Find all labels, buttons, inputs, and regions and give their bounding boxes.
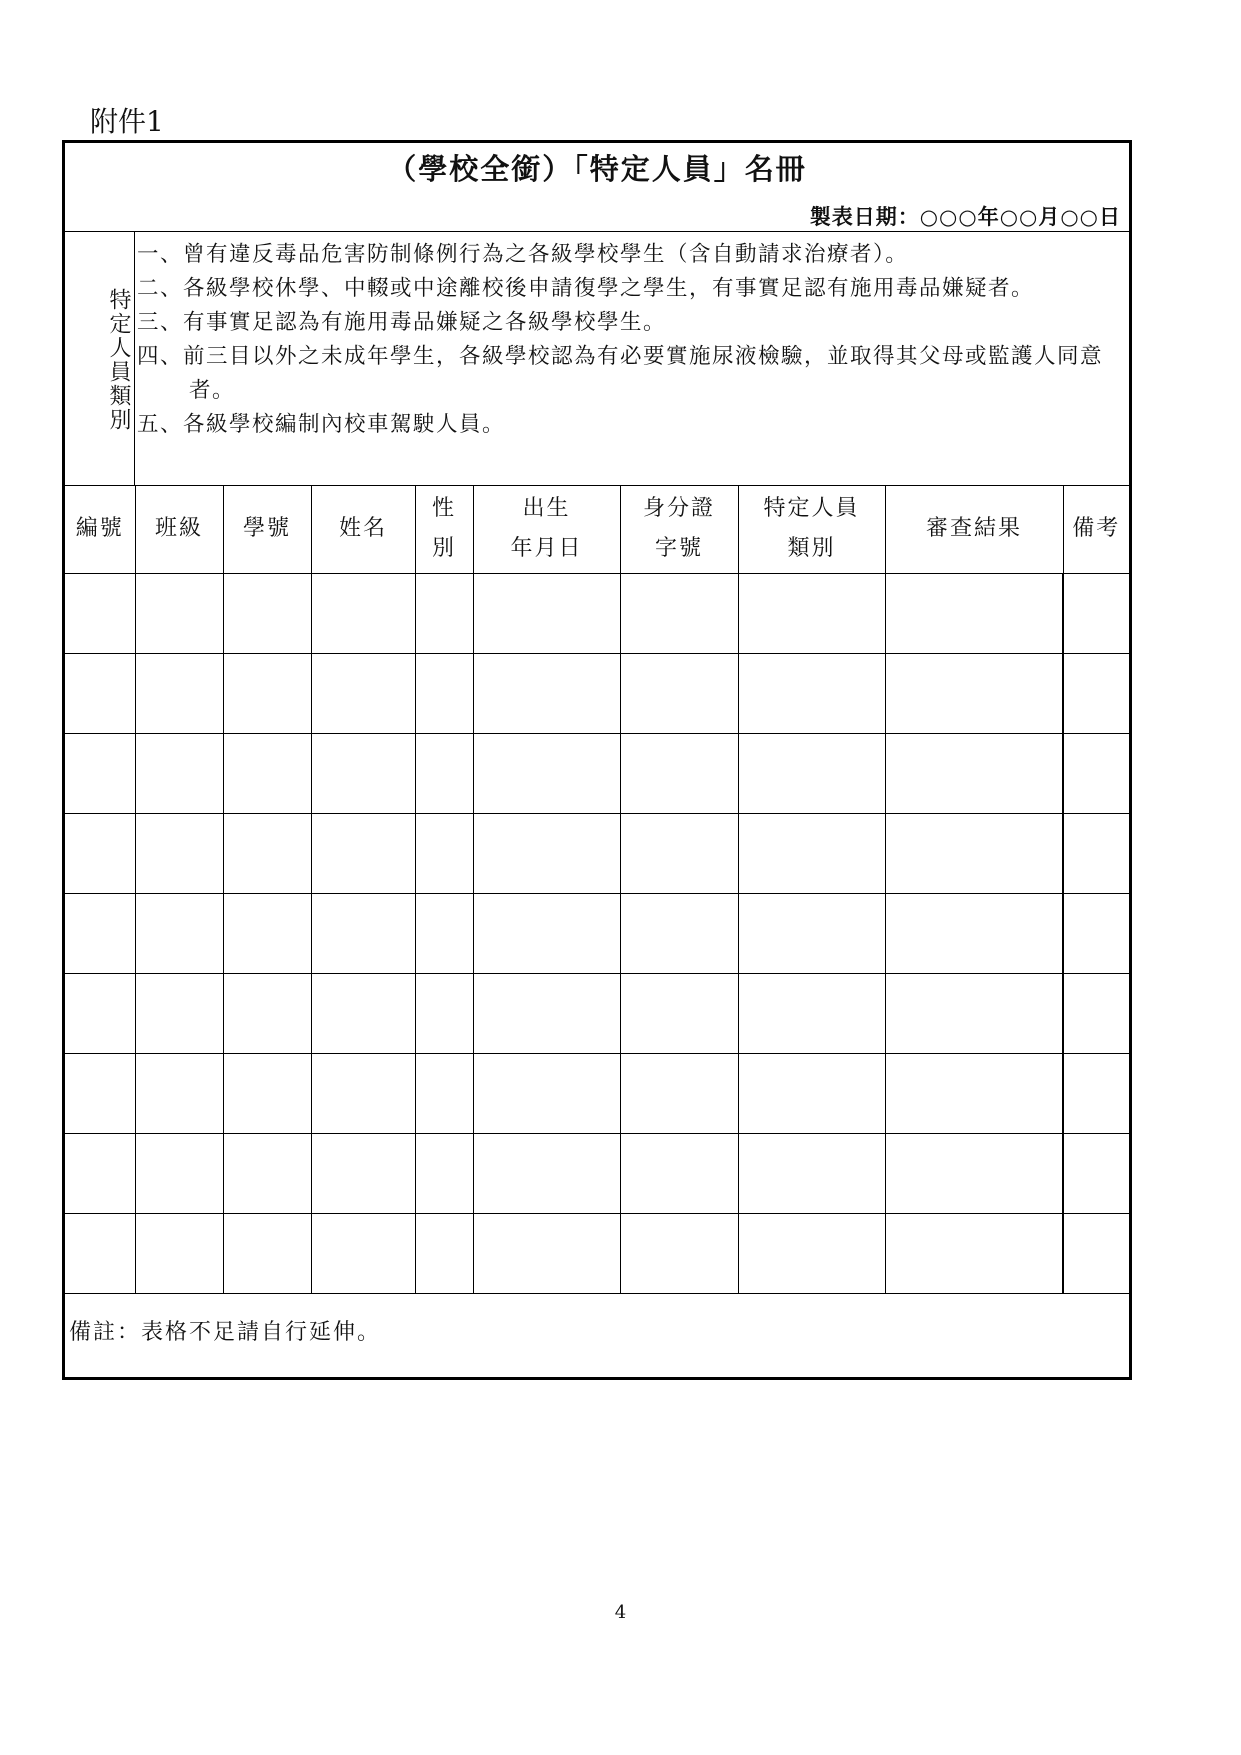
table-cell[interactable] xyxy=(473,733,620,813)
table-cell[interactable] xyxy=(885,733,1063,813)
table-cell[interactable] xyxy=(311,813,415,893)
table-cell[interactable] xyxy=(415,813,473,893)
header-review-result: 審查結果 xyxy=(885,485,1063,573)
table-row xyxy=(65,813,1129,893)
category-list xyxy=(137,238,1125,442)
header-category: 特定人員 類別 xyxy=(738,485,885,573)
table-cell[interactable] xyxy=(620,733,738,813)
table-cell[interactable] xyxy=(223,653,311,733)
table-cell[interactable] xyxy=(135,573,223,653)
header-birthdate: 出生 年月日 xyxy=(473,485,620,573)
table-cell[interactable] xyxy=(223,813,311,893)
table-cell[interactable] xyxy=(885,1053,1063,1133)
table-cell[interactable] xyxy=(738,653,885,733)
table-cell[interactable] xyxy=(620,573,738,653)
table-row xyxy=(65,1133,1129,1213)
table-cell[interactable] xyxy=(65,653,135,733)
table-cell[interactable] xyxy=(1063,893,1129,973)
table-cell[interactable] xyxy=(223,973,311,1053)
table-body xyxy=(65,573,1129,1293)
table-cell[interactable] xyxy=(1063,973,1129,1053)
table-cell[interactable] xyxy=(135,1053,223,1133)
category-item: 五、各級學校編制內校車駕駛人員。 xyxy=(137,412,506,437)
table-cell[interactable] xyxy=(135,973,223,1053)
table-cell[interactable] xyxy=(738,733,885,813)
table-cell[interactable] xyxy=(738,893,885,973)
table-cell[interactable] xyxy=(738,813,885,893)
table-cell[interactable] xyxy=(415,1053,473,1133)
category-item: 四、前三目以外之未成年學生，各級學校認為有必要實施尿液檢驗，並取得其父母或監護人同意者。 xyxy=(137,344,1104,403)
table-cell[interactable] xyxy=(1063,1213,1129,1293)
table-cell[interactable] xyxy=(415,1133,473,1213)
roster-form xyxy=(62,140,1132,1380)
header-remarks: 備考 xyxy=(1063,485,1129,573)
table-cell[interactable] xyxy=(415,573,473,653)
form-title: （學校全銜）「特定人員」名冊 xyxy=(387,152,807,186)
table-cell[interactable] xyxy=(1063,733,1129,813)
table-cell[interactable] xyxy=(135,653,223,733)
table-cell[interactable] xyxy=(65,893,135,973)
table-cell[interactable] xyxy=(620,893,738,973)
table-cell[interactable] xyxy=(738,1133,885,1213)
table-cell[interactable] xyxy=(738,973,885,1053)
table-cell[interactable] xyxy=(473,1213,620,1293)
table-cell[interactable] xyxy=(415,733,473,813)
table-cell[interactable] xyxy=(473,973,620,1053)
table-cell[interactable] xyxy=(311,1053,415,1133)
table-cell[interactable] xyxy=(415,973,473,1053)
table-row xyxy=(65,893,1129,973)
table-cell[interactable] xyxy=(65,1053,135,1133)
table-cell[interactable] xyxy=(885,653,1063,733)
page-number: 4 xyxy=(614,1602,627,1623)
table-row xyxy=(65,733,1129,813)
table-cell[interactable] xyxy=(473,573,620,653)
table-cell[interactable] xyxy=(620,973,738,1053)
header-row xyxy=(65,485,1129,573)
table-cell[interactable] xyxy=(1063,653,1129,733)
table-cell[interactable] xyxy=(223,1133,311,1213)
table-cell[interactable] xyxy=(473,813,620,893)
table-cell[interactable] xyxy=(885,1133,1063,1213)
table-cell[interactable] xyxy=(1063,1053,1129,1133)
table-cell[interactable] xyxy=(473,653,620,733)
table-cell[interactable] xyxy=(415,1213,473,1293)
table-cell[interactable] xyxy=(885,1213,1063,1293)
table-cell[interactable] xyxy=(311,573,415,653)
form-date: 製表日期：○○○年○○月○○日 xyxy=(809,204,1121,229)
category-item: 二、各級學校休學、中輟或中途離校後申請復學之學生，有事實足認有施用毒品嫌疑者。 xyxy=(137,276,1035,301)
table-cell[interactable] xyxy=(620,1133,738,1213)
table-row xyxy=(65,973,1129,1053)
category-label-cell xyxy=(65,232,135,485)
table-cell[interactable] xyxy=(415,653,473,733)
header-class: 班級 xyxy=(135,485,223,573)
header-gender: 性 別 xyxy=(415,485,473,573)
header-name: 姓名 xyxy=(311,485,415,573)
table-cell[interactable] xyxy=(311,893,415,973)
table-cell[interactable] xyxy=(311,973,415,1053)
table-cell[interactable] xyxy=(1063,573,1129,653)
header-number: 編號 xyxy=(65,485,135,573)
table-cell[interactable] xyxy=(1063,1133,1129,1213)
table-cell[interactable] xyxy=(620,653,738,733)
table-cell[interactable] xyxy=(738,1213,885,1293)
table-cell[interactable] xyxy=(473,1053,620,1133)
table-cell[interactable] xyxy=(885,973,1063,1053)
category-item: 三、有事實足認為有施用毒品嫌疑之各級學校學生。 xyxy=(137,310,667,335)
table-cell[interactable] xyxy=(223,1053,311,1133)
category-section xyxy=(65,231,1129,486)
attachment-label: 附件1 xyxy=(90,105,164,138)
table-cell[interactable] xyxy=(223,733,311,813)
table-cell[interactable] xyxy=(415,893,473,973)
table-row xyxy=(65,573,1129,653)
table-cell[interactable] xyxy=(135,1133,223,1213)
table-cell[interactable] xyxy=(885,573,1063,653)
table-cell[interactable] xyxy=(223,1213,311,1293)
table-cell[interactable] xyxy=(135,733,223,813)
table-cell[interactable] xyxy=(620,813,738,893)
table-cell[interactable] xyxy=(885,813,1063,893)
category-item: 一、曾有違反毒品危害防制條例行為之各級學校學生（含自動請求治療者）。 xyxy=(137,242,909,267)
table-cell[interactable] xyxy=(65,573,135,653)
footnote: 備註：表格不足請自行延伸。 xyxy=(69,1320,382,1345)
table-cell[interactable] xyxy=(620,1053,738,1133)
table-cell[interactable] xyxy=(135,893,223,973)
table-cell[interactable] xyxy=(65,1133,135,1213)
table-cell[interactable] xyxy=(65,813,135,893)
table-cell[interactable] xyxy=(311,653,415,733)
table-cell[interactable] xyxy=(135,813,223,893)
table-cell[interactable] xyxy=(473,893,620,973)
table-cell[interactable] xyxy=(223,573,311,653)
table-cell[interactable] xyxy=(473,1133,620,1213)
table-row xyxy=(65,653,1129,733)
table-cell[interactable] xyxy=(738,1053,885,1133)
table-row xyxy=(65,1213,1129,1293)
table-cell[interactable] xyxy=(135,1213,223,1293)
table-cell[interactable] xyxy=(885,893,1063,973)
table-cell[interactable] xyxy=(738,573,885,653)
table-cell[interactable] xyxy=(1063,813,1129,893)
table-cell[interactable] xyxy=(65,733,135,813)
table-cell[interactable] xyxy=(65,1213,135,1293)
header-id-number: 身分證 字號 xyxy=(620,485,738,573)
table-cell[interactable] xyxy=(311,733,415,813)
table-row xyxy=(65,1053,1129,1133)
table-cell[interactable] xyxy=(620,1213,738,1293)
roster-table xyxy=(65,485,1129,1294)
table-cell[interactable] xyxy=(65,973,135,1053)
header-student-id: 學號 xyxy=(223,485,311,573)
table-cell[interactable] xyxy=(223,893,311,973)
table-cell[interactable] xyxy=(311,1213,415,1293)
table-cell[interactable] xyxy=(311,1133,415,1213)
category-label: 特定人員類別 xyxy=(106,288,131,432)
